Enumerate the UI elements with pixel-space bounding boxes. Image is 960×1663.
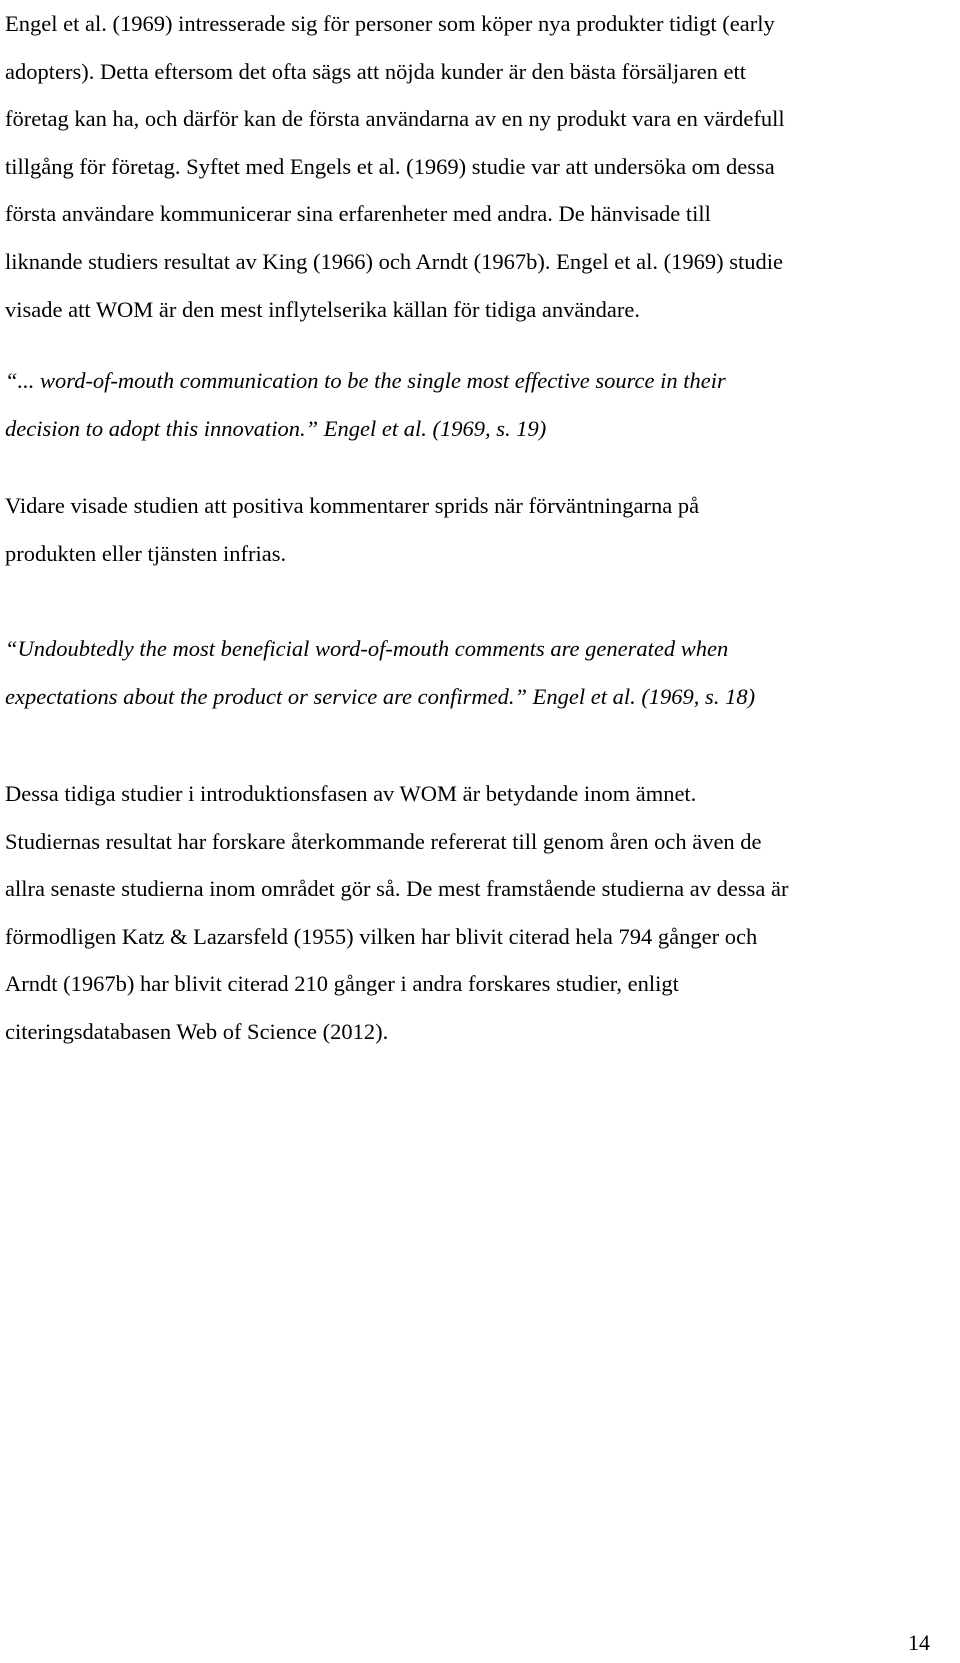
text-line: tillgång för företag. Syftet med Engels et al. (1969) studie var att undersöka om dessa bbox=[5, 153, 775, 179]
quote-line: decision to adopt this innovation.” Engel et al. (1969, s. 19) bbox=[5, 415, 547, 441]
text-line: förmodligen Katz & Lazarsfeld (1955) vilken har blivit citerad hela 794 gånger och bbox=[5, 923, 758, 949]
paragraph-early-adopters bbox=[5, 0, 905, 333]
block-quote-2 bbox=[5, 625, 905, 720]
text-line: Studiernas resultat har forskare återkommande refererat till genom åren och även de bbox=[5, 828, 762, 854]
text-line: allra senaste studierna inom området gör så. De mest framstående studierna av dessa är bbox=[5, 876, 789, 902]
text-line: företag kan ha, och därför kan de första användarna av en ny produkt vara en värdefull bbox=[5, 106, 785, 132]
text-line: Engel et al. (1969) intresserade sig för personer som köper nya produkter tidigt (early bbox=[5, 11, 775, 36]
text-line: Vidare visade studien att positiva kommentarer sprids när förväntningarna på bbox=[5, 493, 700, 518]
quote-line: expectations about the product or service are confirmed.” Engel et al. (1969, s. 18) bbox=[5, 683, 756, 709]
paragraph-citations bbox=[5, 770, 905, 1056]
text-line: Arndt (1967b) har blivit citerad 210 gånger i andra forskares studier, enligt bbox=[5, 971, 679, 997]
text-line: liknande studiers resultat av King (1966) och Arndt (1967b). Engel et al. (1969) studie bbox=[5, 248, 783, 274]
block-quote-1 bbox=[5, 357, 905, 452]
quote-line: “... word-of-mouth communication to be the single most effective source in their bbox=[5, 368, 726, 393]
quote-line: “Undoubtedly the most beneficial word-of-mouth comments are generated when bbox=[5, 636, 729, 661]
text-line: adopters). Detta eftersom det ofta sägs att nöjda kunder är den bästa försäljaren ett bbox=[5, 58, 746, 84]
text-line: visade att WOM är den mest inflytelserika källan för tidiga användare. bbox=[5, 296, 640, 322]
page-number: 14 bbox=[908, 1630, 930, 1655]
text-line: produkten eller tjänsten infrias. bbox=[5, 540, 287, 566]
text-line: citeringsdatabasen Web of Science (2012). bbox=[5, 1018, 389, 1044]
text-line: Dessa tidiga studier i introduktionsfasen av WOM är betydande inom ämnet. bbox=[5, 781, 697, 806]
text-line: första användare kommunicerar sina erfarenheter med andra. De hänvisade till bbox=[5, 201, 711, 227]
paragraph-expectations bbox=[5, 482, 905, 577]
